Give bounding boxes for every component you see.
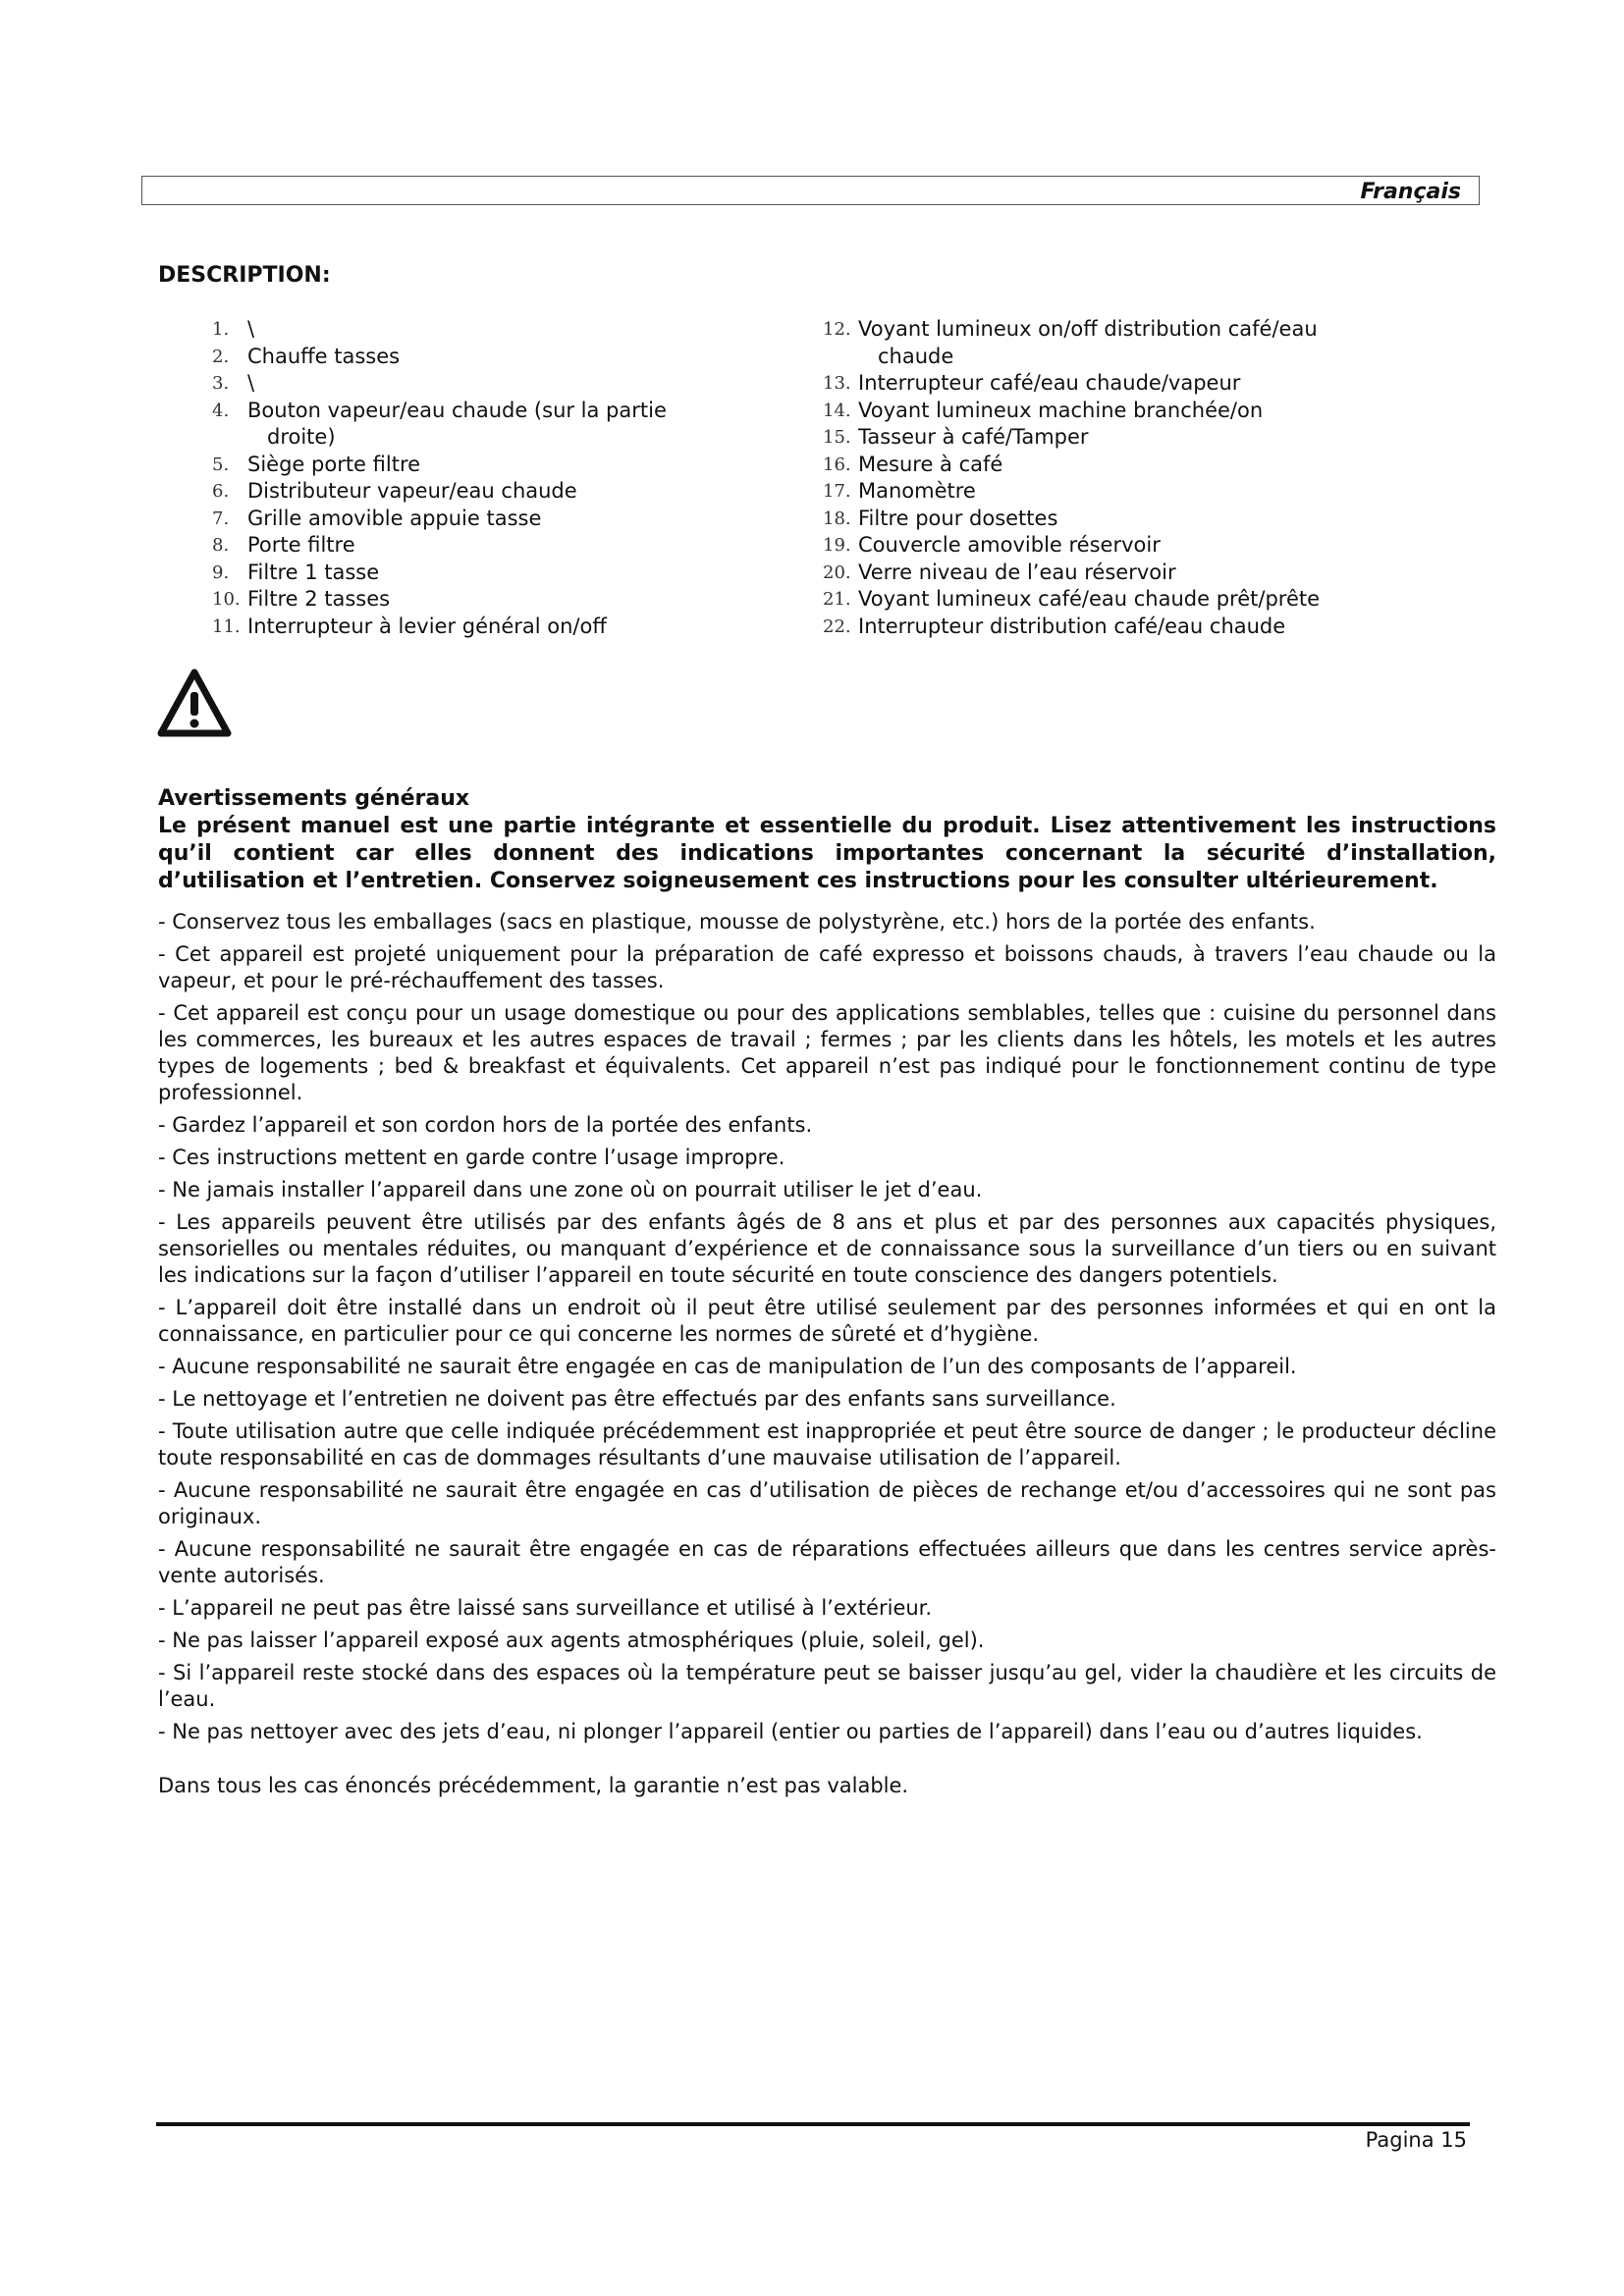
warning-item: - Conservez tous les emballages (sacs en plastique, mousse de polystyrène, etc.) hors de la portée des enfants.: [158, 910, 1316, 934]
language-header-bar: [141, 176, 1480, 205]
description-item: [823, 532, 1402, 560]
item-number: 22.: [823, 615, 851, 637]
item-number: 3.: [212, 373, 230, 394]
warning-item: - Gardez l’appareil et son cordon hors de la portée des enfants.: [158, 1113, 813, 1137]
description-item: [823, 370, 1402, 398]
item-text: \: [247, 371, 255, 395]
warning-item: - Le nettoyage et l’entretien ne doivent pas être effectués par des enfants sans surveillance.: [158, 1387, 1116, 1411]
description-list-right: [823, 316, 1402, 640]
warning-item: - Cet appareil est conçu pour un usage domestique ou pour des applications semblables, telles que : cuisine du personnel dans les commerces, les bureaux et les autres espaces de travail ; fermes ; par les clients dans les hôtels, les motels et les autres types de logements ; bed & breakfast et équivalents. Cet appareil n’est pas indiqué pour le fonctionnement continu de type professionnel.: [158, 1001, 1496, 1104]
warning-triangle-icon: [157, 667, 232, 741]
item-text: Interrupteur café/eau chaude/vapeur: [858, 371, 1241, 395]
warning-item: - Cet appareil est projeté uniquement pour la préparation de café expresso et boissons chauds, à travers l’eau chaude ou la vapeur, et pour le pré-réchauffement des tasses.: [158, 942, 1496, 992]
description-item: [212, 398, 742, 452]
description-item: [823, 398, 1402, 425]
item-text-continued: droite): [267, 425, 336, 449]
description-item: [212, 506, 742, 533]
item-number: 4.: [212, 400, 230, 421]
item-number: 21.: [823, 589, 851, 610]
description-item: [212, 452, 742, 479]
item-text: Filtre 1 tasse: [247, 560, 380, 584]
item-text: Verre niveau de l’eau réservoir: [858, 560, 1176, 584]
description-item: [823, 478, 1402, 506]
description-item: [212, 586, 742, 614]
warnings-title: Avertissements généraux: [158, 786, 470, 811]
item-text: Voyant lumineux café/eau chaude prêt/prête: [858, 587, 1321, 611]
item-number: 6.: [212, 481, 230, 502]
item-number: 9.: [212, 561, 230, 583]
description-item: [823, 560, 1402, 587]
item-number: 11.: [212, 615, 241, 637]
description-item: [212, 316, 742, 344]
item-number: 19.: [823, 535, 851, 556]
description-item: [823, 586, 1402, 614]
warning-item: - L’appareil ne peut pas être laissé sans surveillance et utilisé à l’extérieur.: [158, 1596, 933, 1620]
description-item: [212, 532, 742, 560]
description-item: [823, 452, 1402, 479]
description-item: [823, 316, 1402, 370]
item-text: Mesure à café: [858, 452, 1003, 476]
footer-rule: [156, 2122, 1470, 2126]
item-text: Chauffe tasses: [247, 344, 401, 368]
item-number: 10.: [212, 589, 241, 610]
item-text: Voyant lumineux on/off distribution café/eau: [858, 317, 1318, 341]
description-item: [212, 560, 742, 587]
warning-item: - Ces instructions mettent en garde contre l’usage impropre.: [158, 1146, 785, 1169]
item-text: Grille amovible appuie tasse: [247, 506, 542, 530]
description-item: [823, 614, 1402, 641]
warning-item: - Ne jamais installer l’appareil dans une zone où on pourrait utiliser le jet d’eau.: [158, 1178, 983, 1201]
item-number: 15.: [823, 427, 851, 448]
description-title: DESCRIPTION:: [158, 263, 331, 288]
item-number: 2.: [212, 346, 230, 367]
item-number: 17.: [823, 481, 851, 502]
page-number: Pagina 15: [1365, 2128, 1467, 2152]
warning-item: - Les appareils peuvent être utilisés par des enfants âgés de 8 ans et plus et par des personnes aux capacités physiques, sensorielles ou mentales réduites, ou manquant d’expérience et de connaissance sous la surveillance d’un tiers ou en suivant les indications sur la façon d’utiliser l’appareil en toute sécurité en toute conscience des dangers potentiels.: [158, 1210, 1496, 1287]
language-label: Français: [1360, 180, 1461, 204]
warnings-intro: Le présent manuel est une partie intégrante et essentielle du produit. Lisez attentivement les instructions qu’il contient car elles donnent des indications importantes concernant la sécurité d’installation, d’utilisation et l’entretien. Conservez soigneusement ces instructions pour les consulter ultérieurement.: [158, 814, 1496, 893]
item-text: Porte filtre: [247, 533, 355, 557]
description-item: [823, 506, 1402, 533]
warning-item: - Aucune responsabilité ne saurait être engagée en cas d’utilisation de pièces de rechange et/ou d’accessoires qui ne sont pas originaux.: [158, 1478, 1496, 1528]
item-text: Filtre 2 tasses: [247, 587, 391, 611]
item-text: Interrupteur distribution café/eau chaude: [858, 614, 1286, 638]
item-text: Distributeur vapeur/eau chaude: [247, 479, 577, 503]
description-item: [212, 370, 742, 398]
warning-item: - Aucune responsabilité ne saurait être engagée en cas de manipulation de l’un des composants de l’appareil.: [158, 1355, 1297, 1378]
item-number: 13.: [823, 373, 851, 394]
description-item: [823, 424, 1402, 452]
item-text: Interrupteur à levier général on/off: [247, 614, 607, 638]
description-list-left: [212, 316, 742, 640]
item-number: 5.: [212, 454, 230, 475]
item-number: 8.: [212, 535, 230, 556]
item-text: Couvercle amovible réservoir: [858, 533, 1161, 557]
item-text: Siège porte filtre: [247, 452, 421, 476]
item-text-continued: chaude: [878, 344, 954, 368]
warning-item: - Aucune responsabilité ne saurait être engagée en cas de réparations effectuées ailleurs que dans les centres service après-vente autorisés.: [158, 1537, 1496, 1587]
item-number: 12.: [823, 319, 851, 340]
warning-item: - L’appareil doit être installé dans un endroit où il peut être utilisé seulement par des personnes informées et qui en ont la connaissance, en particulier pour ce qui concerne les normes de sûreté et d’hygiène.: [158, 1296, 1496, 1346]
item-text: Manomètre: [858, 479, 976, 503]
item-text: Bouton vapeur/eau chaude (sur la partie: [247, 398, 667, 422]
warranty-note: Dans tous les cas énoncés précédemment, la garantie n’est pas valable.: [158, 1774, 909, 1797]
description-item: [212, 614, 742, 641]
item-number: 1.: [212, 319, 230, 340]
general-warnings-section: [158, 785, 1496, 1799]
item-text: Tasseur à café/Tamper: [858, 425, 1089, 449]
description-item: [212, 478, 742, 506]
warning-item: - Ne pas nettoyer avec des jets d’eau, ni plonger l’appareil (entier ou parties de l’appareil) dans l’eau ou d’autres liquides.: [158, 1720, 1423, 1743]
warning-item: - Ne pas laisser l’appareil exposé aux agents atmosphériques (pluie, soleil, gel).: [158, 1629, 985, 1652]
warning-item: - Toute utilisation autre que celle indiquée précédemment est inappropriée et peut être source de danger ; le producteur décline toute responsabilité en cas de dommages résultants d’une mauvaise utilisation de l’appareil.: [158, 1419, 1496, 1469]
item-text: \: [247, 317, 255, 341]
description-item: [212, 344, 742, 371]
item-text: Voyant lumineux machine branchée/on: [858, 398, 1264, 422]
item-number: 20.: [823, 561, 851, 583]
warning-items: [158, 909, 1496, 1745]
item-number: 14.: [823, 400, 851, 421]
item-number: 16.: [823, 454, 851, 475]
item-number: 18.: [823, 507, 851, 529]
warning-item: - Si l’appareil reste stocké dans des espaces où la température peut se baisser jusqu’au gel, vider la chaudière et les circuits de l’eau.: [158, 1661, 1496, 1711]
item-text: Filtre pour dosettes: [858, 506, 1058, 530]
item-number: 7.: [212, 507, 230, 529]
